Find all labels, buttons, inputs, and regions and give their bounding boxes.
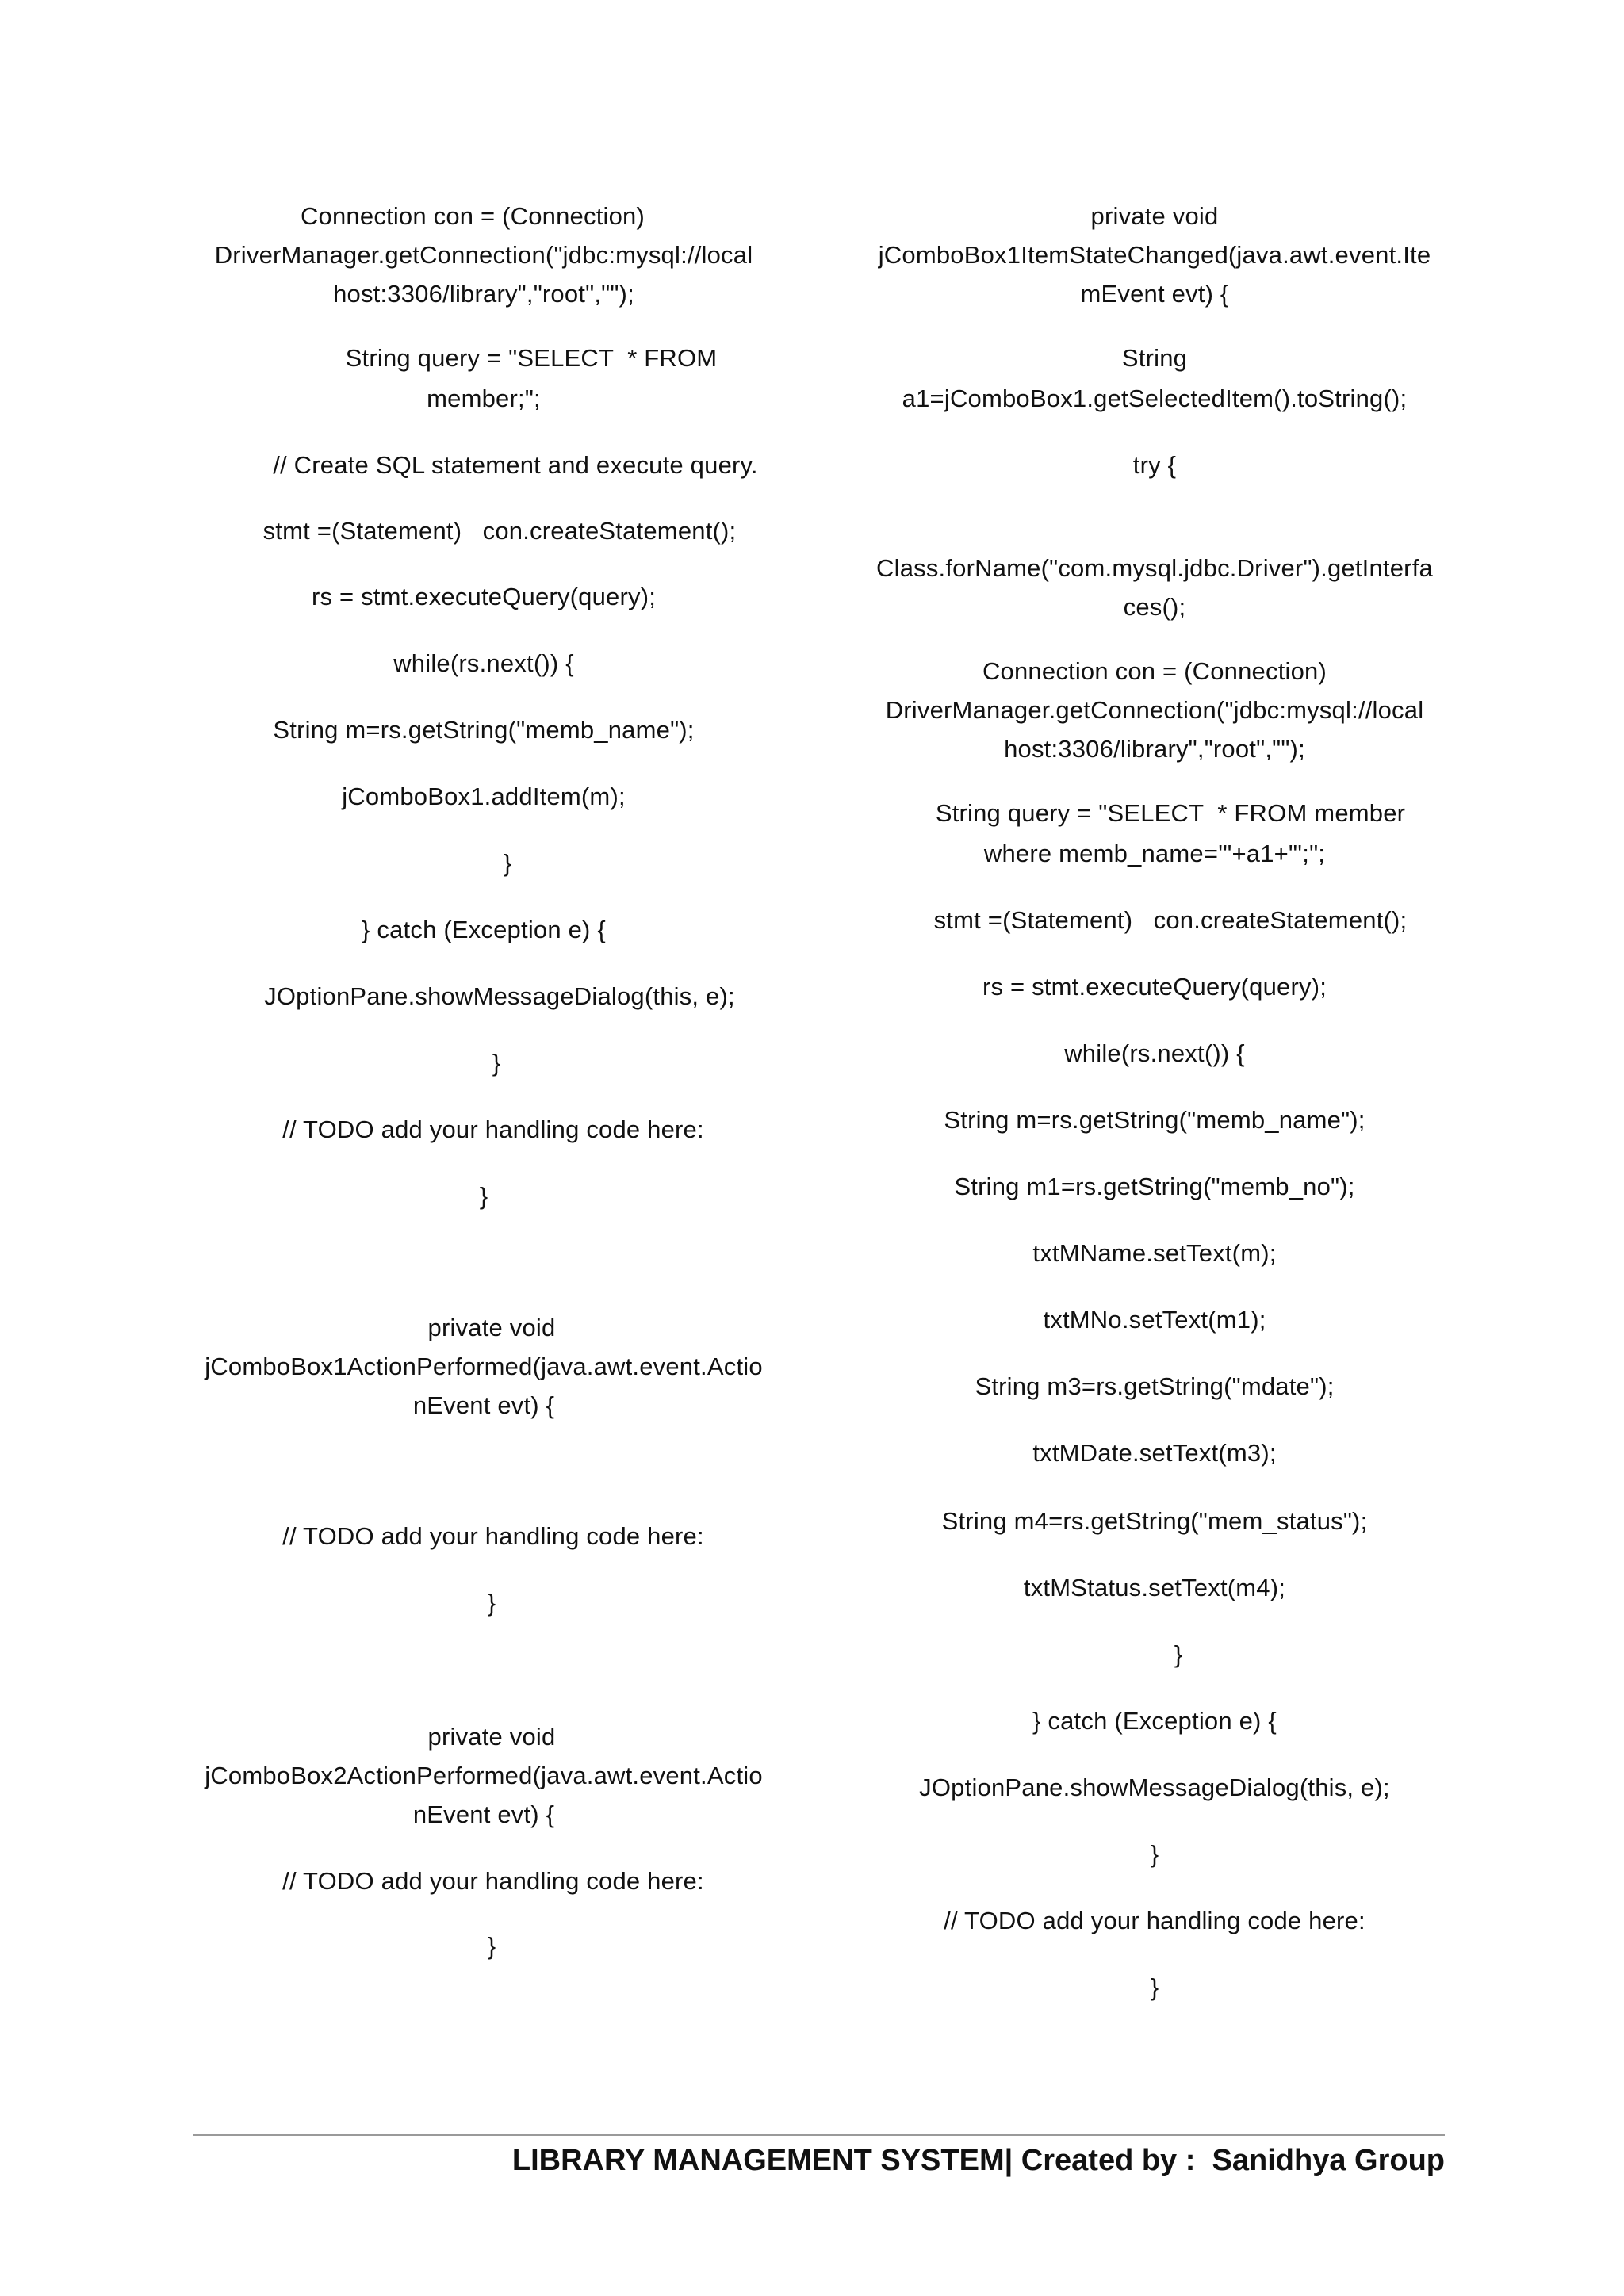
code-line: jComboBox1.addItem(m); [342, 783, 626, 810]
code-line: nEvent evt) { [412, 1391, 555, 1419]
code-line: JOptionPane.showMessageDialog(this, e); [264, 982, 735, 1010]
code-line: } [503, 849, 512, 877]
code-line: String query = "SELECT * FROM member [935, 799, 1406, 827]
code-line: String m=rs.getString("memb_name"); [273, 716, 695, 744]
code-line: String m1=rs.getString("memb_no"); [954, 1173, 1355, 1200]
code-line: jComboBox2ActionPerformed(java.awt.event.Actio [205, 1762, 763, 1789]
code-line: while(rs.next()) { [1064, 1039, 1245, 1067]
code-line: mEvent evt) { [1080, 280, 1229, 308]
code-line: while(rs.next()) { [393, 649, 574, 677]
code-line: String m4=rs.getString("mem_status"); [941, 1507, 1368, 1535]
code-line: ces(); [1123, 593, 1186, 621]
code-line: String query = "SELECT * FROM [345, 344, 718, 372]
code-line: stmt =(Statement) con.createStatement(); [933, 906, 1408, 934]
code-line: String m3=rs.getString("mdate"); [975, 1372, 1335, 1400]
code-line: } [479, 1182, 488, 1210]
code-line: DriverManager.getConnection("jdbc:mysql://local [214, 241, 753, 269]
code-line: Connection con = (Connection) [300, 202, 645, 230]
code-line: private void [427, 1723, 556, 1751]
code-line: where memb_name='"+a1+"';"; [983, 840, 1326, 867]
code-line: Class.forName("com.mysql.jdbc.Driver").getInterfa [876, 554, 1433, 582]
code-line: private void [1090, 202, 1219, 230]
code-line: host:3306/library","root",""); [1004, 735, 1305, 763]
code-line: } [487, 1932, 496, 1960]
code-line: } [492, 1049, 501, 1077]
code-line: a1=jComboBox1.getSelectedItem().toString(); [902, 385, 1408, 412]
code-line: } [487, 1589, 496, 1617]
code-line: } catch (Exception e) { [362, 916, 606, 943]
code-line: txtMNo.setText(m1); [1043, 1306, 1266, 1334]
code-line: JOptionPane.showMessageDialog(this, e); [919, 1774, 1390, 1801]
code-line: jComboBox1ActionPerformed(java.awt.event.Actio [205, 1353, 763, 1380]
code-line: txtMStatus.setText(m4); [1023, 1574, 1286, 1601]
code-line: private void [427, 1314, 556, 1341]
code-line: txtMName.setText(m); [1032, 1239, 1277, 1267]
code-line: } [1150, 1840, 1159, 1868]
code-line: nEvent evt) { [412, 1800, 555, 1828]
code-line: try { [1132, 451, 1177, 479]
code-line: txtMDate.setText(m3); [1032, 1439, 1277, 1467]
code-line: } [1174, 1640, 1183, 1668]
code-line: jComboBox1ItemStateChanged(java.awt.event.Ite [878, 241, 1431, 269]
code-line: DriverManager.getConnection("jdbc:mysql://local [885, 696, 1424, 724]
code-line: String m=rs.getString("memb_name"); [944, 1106, 1365, 1134]
code-line: rs = stmt.executeQuery(query); [311, 583, 657, 610]
code-line: host:3306/library","root",""); [333, 280, 634, 308]
page-footer: LIBRARY MANAGEMENT SYSTEM| Created by : Sanidhya Group [511, 2144, 1445, 2177]
code-line: Connection con = (Connection) [982, 657, 1327, 685]
code-line: } [1150, 1973, 1159, 2001]
code-line: stmt =(Statement) con.createStatement(); [262, 517, 737, 545]
code-line: // Create SQL statement and execute query. [273, 451, 758, 479]
code-line: rs = stmt.executeQuery(query); [982, 973, 1327, 1001]
code-line: String [1121, 344, 1188, 372]
code-line: } catch (Exception e) { [1032, 1707, 1277, 1735]
code-line: // TODO add your handling code here: [282, 1522, 704, 1550]
code-line: // TODO add your handling code here: [282, 1115, 704, 1143]
footer-divider [193, 2134, 1445, 2136]
code-line: member;"; [427, 385, 541, 412]
code-line: // TODO add your handling code here: [944, 1907, 1365, 1934]
code-line: // TODO add your handling code here: [282, 1867, 704, 1895]
